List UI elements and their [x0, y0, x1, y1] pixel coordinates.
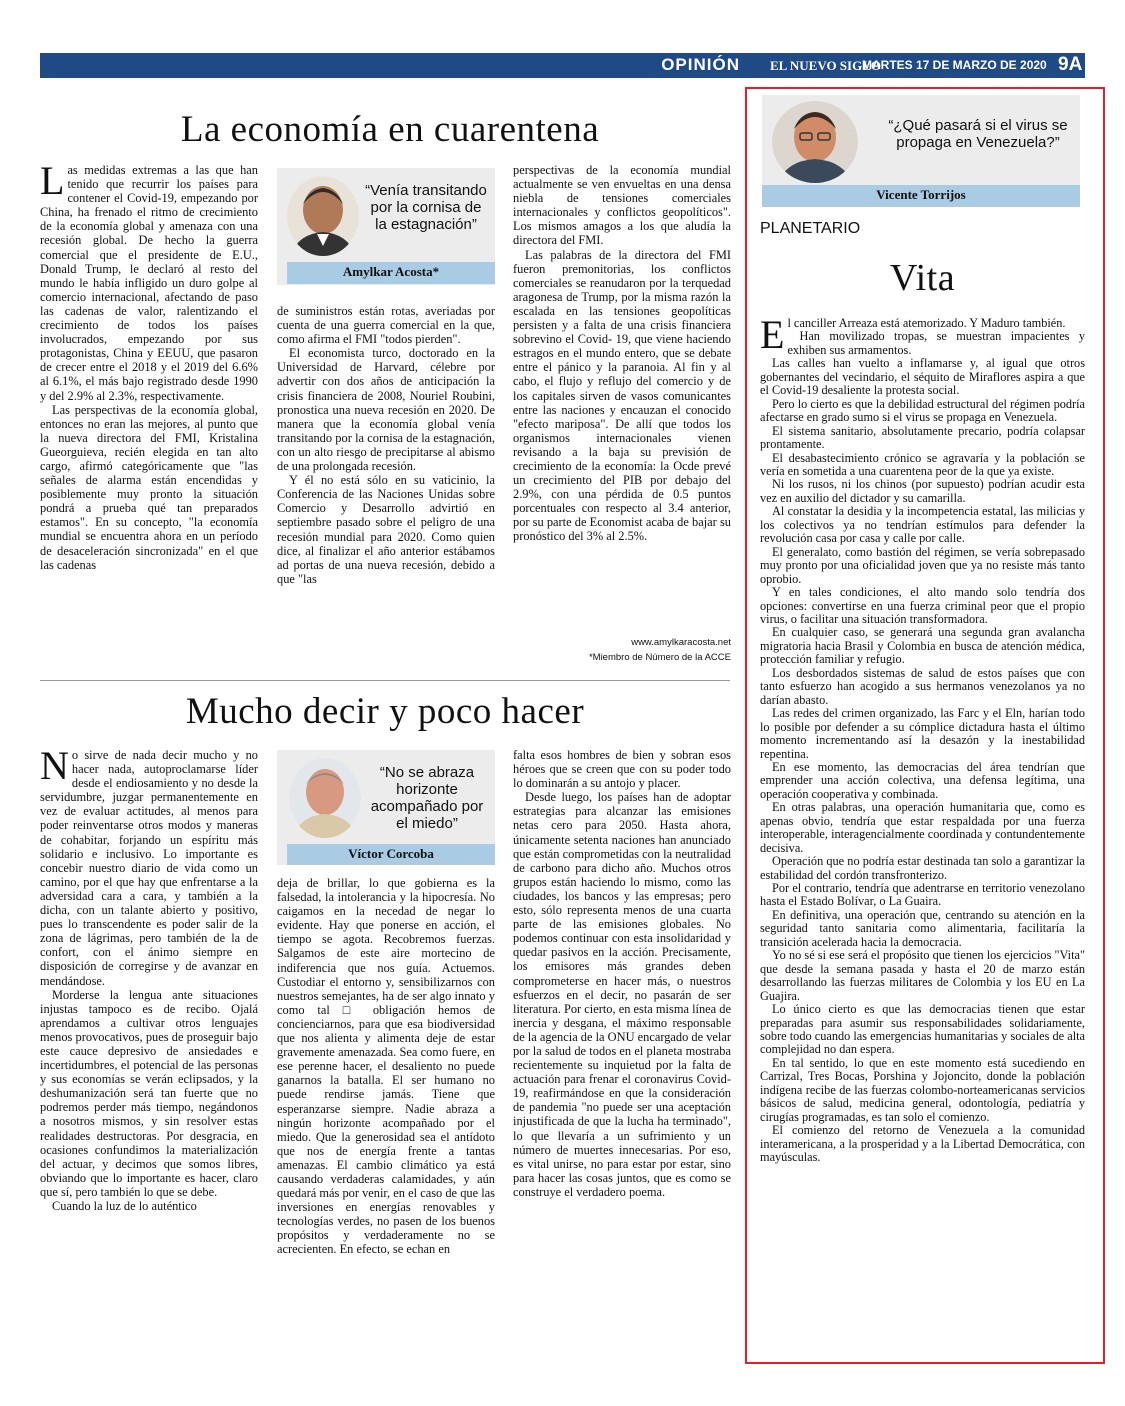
paragraph: perspectivas de la economía mundial actualmente se ven envueltas en una densa niebla de tensiones comerciales internacionales y conflictos geopolíticos". Los mismos amagos a los que aludía la directora del FMI.	[513, 163, 731, 248]
article1-column-3	[513, 163, 731, 638]
section-label: OPINIÓN	[661, 55, 740, 74]
issue-date: MARTES 17 DE MARZO DE 2020	[862, 58, 1047, 72]
section-divider	[40, 680, 730, 681]
paragraph: El economista turco, doctorado en la Universidad de Harvard, célebre por advertir con dos años de anticipación la crisis financiera de 2008, Nouriel Roubini, pronostica una nueva recesión en 2020. De manera que la economía global venía transitando por la cornisa de la estagnación, con un alto riesgo de precipitarse al abismo de una prolongada recesión.	[277, 346, 495, 474]
paragraph: l canciller Arreaza está atemorizado. Y Maduro también.	[787, 317, 1066, 330]
author-photo	[287, 176, 359, 256]
article2-column-3	[513, 748, 731, 1348]
article2-author-box	[277, 750, 495, 865]
article2-column-2	[277, 876, 495, 1346]
page-header-bar	[40, 53, 1085, 78]
paragraph: Los desbordados sistemas de salud de estos países que con tanto esfuerzo han acogido a sus hermanos venezolanos ya no darían abasto.	[760, 665, 1085, 707]
paragraph: El sistema sanitario, absolutamente precario, podría colapsar prontamente.	[760, 423, 1085, 452]
article3-body	[760, 317, 1085, 1352]
masthead: EL NUEVO SIGLO	[770, 58, 881, 73]
paragraph: En otras palabras, una operación humanitaria que, como es apenas obvio, tendría que estar respaldada por una fuerza interoperable, interagencialmente coordinada y contundentemente decisiva.	[760, 800, 1085, 855]
article1-dropcap: L	[40, 163, 65, 203]
paragraph: Por el contrario, tendría que adentrarse en territorio venezolano hasta el Estado Bolívar, o La Guaira.	[760, 881, 1085, 909]
paragraph: Las perspectivas de la economía global, entonces no eran las mejores, al punto que la nueva directora del FMI, Kristalina Gueorguieva, recién elegida en tan alto cargo, afirmó categóricamente que "las señales de alarma están encendidas y posiblemente muy pronto la situación pondrá a prueba qué tan preparados estamos". En su concepto, "la economía mundial se encuentra ahora en un período de desaceleración sincronizada" en el que las cadenas	[40, 402, 258, 572]
paragraph: El comienzo del retorno de Venezuela a la comunidad interamericana, a la prosperidad y a la Libertad Democrática, con mayúsculas.	[760, 1123, 1085, 1165]
paragraph: Lo único cierto es que las democracias tienen que estar preparadas para asumir sus responsabilidades solidariamente, sobre todo cuando las emergencias humanitarias y sociales de alta complejidad no dan espera.	[760, 1002, 1085, 1057]
article1-author-box	[277, 168, 495, 285]
paragraph: En tal sentido, lo que en este momento está sucediendo en Carrizal, Tres Bocas, Porshina y Jojoncito, donde la población indígena recibe de las fuerzas colombo-norteamericanas servicios básicos de salud, medicina general, odontología, pediatría y cirugías programadas, es tan solo el comienzo.	[760, 1055, 1085, 1124]
paragraph: deja de brillar, lo que gobierna es la falsedad, la intolerancia y la hipocresía. No caigamos en la necedad de negar lo evidente. Hay que ponerse en acción, el tiempo se agota. Recobremos fuerzas. Salgamos de este aire mortecino de indiferencia que nos guía. Actuemos. Custodiar el entorno y, sensibilizarnos con nuestros semejantes, ha de ser algo innato y como tal □ obligación hemos de concienciarnos, para que esa biodiversidad que nos alienta y alimenta deje de estar gravemente amenazada. Sea como fuere, en ese perenne hacer, el desaliento no puede ganarnos la batalla. El ser humano no puede rendirse jamás. Tiene que esperanzarse siempre. Nadie abraza a ningún horizonte acompañado por el miedo. Que la generosidad sea el antídoto que nos de energía frente a tantas amenazas. El cambio climático ya está causando verdaderas calamidades, y aún quedará más por venir, en el caso de que las inversiones en energías renovables y tecnologías verdes, no pasen de los buenos propósitos y verdaderamente no se acrecienten. En efecto, se echan en	[277, 876, 495, 1257]
article3-author-box	[762, 95, 1080, 207]
paragraph: Al constatar la desidia y la incompetencia estatal, las milicias y los colectivos ya no tendrían estímulos para defender la revolución casa por casa y calle por calle.	[760, 504, 1085, 546]
paragraph: Pero lo cierto es que la debilidad estructural del régimen podría afectarse en grado sumo si el virus se propaga en Venezuela.	[760, 396, 1085, 425]
article2-pull-quote: “No se abraza horizonte acompañado por el miedo”	[370, 764, 484, 832]
article1-column-1	[40, 163, 258, 668]
paragraph: El desabastecimiento crónico se agravaría y la población se vería en sometida a una cuarentena peor de la que ya existe.	[760, 450, 1085, 478]
paragraph: El generalato, como bastión del régimen, se vería sobrepasado muy pronto por una oficialidad joven que ya no resiste más tanto oprobio.	[760, 544, 1085, 586]
article1-pull-quote: “Venía transitando por la cornisa de la estagnación”	[365, 182, 487, 233]
paragraph: de suministros están rotas, averiadas por cuenta de una guerra comercial en la que, como afirma el FMI "todos pierden".	[277, 304, 495, 347]
paragraph: Morderse la lengua ante situaciones injustas tampoco es de recibo. Ojalá aprendamos a cultivar otros lenguajes menos provocativos, pues de proseguir bajo este cauce depresivo de ansiedades e incertidumbres, el potencial de las personas y sus economías se verán eclipsados, y la deshumanización será tan fuerte que no podremos perder más tiempo, negándonos a nosotros mismos, y sin resolver estas realidades destructoras. Por desgracia, en ocasiones confundimos la materialización del actuar, y decimos que somos libres, obviando que lo importante es hacer, claro que sí, pero también lo que se debe.	[40, 987, 258, 1199]
article1-title: La economía en cuarentena	[180, 109, 600, 150]
paragraph: Cuando la luz de lo auténtico	[52, 1199, 197, 1213]
paragraph: Las redes del crimen organizado, las Farc y el Eln, harían todo lo posible por defender a su cómplice dictadura hasta el último momento incrementando así la desazón y la inestabilidad repentina.	[760, 706, 1085, 761]
article2-column-1	[40, 748, 258, 1348]
paragraph: Y él no está sólo en su vaticinio, la Conferencia de las Naciones Unidas sobre Comercio y Desarrollo advirtió en septiembre pasado sobre el peligro de una recesión mundial para 2020. Como quien dice, al finalizar el año anterior estábamos ad portas de una nueva recesión, debido a que "las	[277, 473, 495, 586]
paragraph: Ni los rusos, ni los chinos (por supuesto) podrían acudir esta vez en auxilio del dictador y su camarilla.	[760, 477, 1085, 505]
paragraph: as medidas extremas a las que han tenido que recurrir los países para contener el Covid-19, empezando por China, ha frenado el ritmo de crecimiento de la economía global y amenaza con una recesión global. De hecho la guerra comercial que el presidente de E.U., Donald Trump, le declaró al resto del mundo le había infligido un duro golpe al comercio internacional, afectando de paso las cadenas de valor, ralentizando el crecimiento de todos los países involucrados, empezando por sus protagonistas, China y EEUU, que pasaron de crecer entre el 2018 y el 2019 del 6.6% al 6.1%, el más bajo registrado desde 1990 y del 2.9% al 2.3%, respectivamente.	[40, 163, 258, 403]
paragraph: o sirve de nada decir mucho y no hacer nada, autoproclamarse líder desde el endiosamiento y no desde la servidumbre, juzgar permanentemente en vez de evaluar actitudes, al menos para poder reinventarse otros modos y maneras de cohabitar, forjando un espíritu más solidario e inclusivo. Lo importante es concebir nuestro diario de vida como un camino, por el que hay que enfrentarse a la adversidad cara a cara, y también a la dicha, con un talante abierto y positivo, pues lo transcendente es poder salir de la zona de lágrimas, pero también de la de confort, con el ánimo siempre en disposición de corregirse y de avanzar en mendándose.	[40, 748, 258, 988]
paragraph: falta esos hombres de bien y sobran esos héroes que se creen que con su poder todo lo dominarán a su antojo y placer.	[513, 748, 731, 791]
paragraph: Yo no sé si ese será el propósito que tienen los ejercicios "Vita" que desde la semana pasada y hasta el 20 de marzo están desarrollando las fuerzas militares de Colombia y los EU en La Guajira.	[760, 948, 1085, 1003]
article2-author-name: Víctor Corcoba	[287, 844, 495, 865]
article2-dropcap: N	[40, 748, 69, 788]
author-photo	[289, 758, 361, 838]
article3-pull-quote: “¿Qué pasará si el virus se propaga en Venezuela?”	[888, 117, 1068, 151]
article3-title: Vita	[889, 257, 956, 299]
paragraph: Las calles han vuelto a inflamarse y, al igual que otros gobernantes del vecindario, el séquito de Miraflores aspira a que el Covid-19 desaliente la protesta social.	[760, 356, 1085, 398]
paragraph: En ese momento, las democracias del área tendrían que emprender una acción colectiva, una defensa legítima, una operación cooperativa y combinada.	[760, 759, 1085, 801]
article2-title: Mucho decir y poco hacer	[185, 691, 585, 732]
paragraph: En definitiva, una operación que, centrando su atención en la seguridad tanto sanitaria como alimentaria, facilitaría la transición acelerada hacia la democracia.	[760, 907, 1085, 949]
paragraph: Las palabras de la directora del FMI fueron premonitorias, los conflictos comerciales se reanudaron por la terquedad aragonesa de Trump, por la misma razón la escalada en las tensiones geopolíticas persisten y a falta de una crisis financiera sobrevino el Covid- 19, que viene haciendo estragos en el mundo entero, que se debate entre el pánico y la paranoia. Al fin y al cabo, el flujo y reflujo del comercio y de los capitales sirven de vasos comunicantes entre las naciones y encauzan el conocido "efecto mariposa". De allí que todos los organismos internacionales vienen revisando a la baja su previsión de crecimiento de la economía: la Ocde prevé un crecimiento del PIB por debajo del 2.9%, con una pérdida de 0.5 puntos porcentuales con respecto al 3.4 anterior, por su parte de Economist acaba de bajar su pronóstico del 3% al 2.5%.	[513, 247, 731, 544]
article1-author-name: Amylkar Acosta*	[287, 262, 495, 284]
article3-author-name: Vicente Torrijos	[762, 185, 1080, 207]
paragraph: Y en tales condiciones, el alto mando solo tendría dos opciones: convertirse en una fuerza criminal peor que el propio virus, o facilitar una situación transformadora.	[760, 585, 1085, 626]
article1-column-2	[277, 304, 495, 668]
paragraph: Han movilizado tropas, se muestran impacientes y exhiben sus armamentos.	[787, 329, 1085, 357]
column-name: PLANETARIO	[760, 220, 861, 237]
paragraph: En cualquier caso, se generará una segunda gran avalancha migratoria hacia Brasil y Colombia en busca de atención médica, protección familiar y refugio.	[760, 625, 1085, 667]
article3-dropcap: E	[760, 317, 785, 357]
author-footnote: *Miembro de Número de la ACCE	[588, 652, 731, 663]
page-number: 9A	[1058, 54, 1083, 75]
author-photo	[772, 101, 858, 183]
paragraph: Desde luego, los países han de adoptar estrategias para alcanzar las emisiones netas cero para 2050. Hasta ahora, únicamente setenta naciones han anunciado que están comprometidas con la neutralidad de carbono para dicho año. Muchos otros grupos están haciendo lo mismo, como las ciudades, los bancos y las empresas; pero esto, sólo representa menos de una cuarta parte de las emisiones globales. No podemos continuar con esta insolidaridad y quedar pasivos en la acción. Precisamente, los emisores más grandes deben comprometerse en hacer más, o nuestros esfuerzos en el decir, no pasarán de ser literatura. Por cierto, en esta misma línea de inercia y desgana, el máximo responsable de la agencia de la ONU encargado de velar por la salud de todos en el planeta mostraba recientemente su inquietud por la falta de actuación para frenar el coronavirus Covid-19, reafirmándose en que la consideración de pandemia "no puede ser una aceptación injustificada de que la lucha ha terminado", lo que llevaría a un sufrimiento y un número de muertes innecesarias. Por eso, es vital unirse, no para estar por estar, sino para hacer las cosas juntos, que es como se construye el verdadero poema.	[513, 790, 731, 1199]
paragraph: Operación que no podría estar destinada tan solo a garantizar la estabilidad del cordón transfronterizo.	[760, 854, 1085, 882]
author-website: www.amylkaracosta.net	[631, 637, 731, 648]
